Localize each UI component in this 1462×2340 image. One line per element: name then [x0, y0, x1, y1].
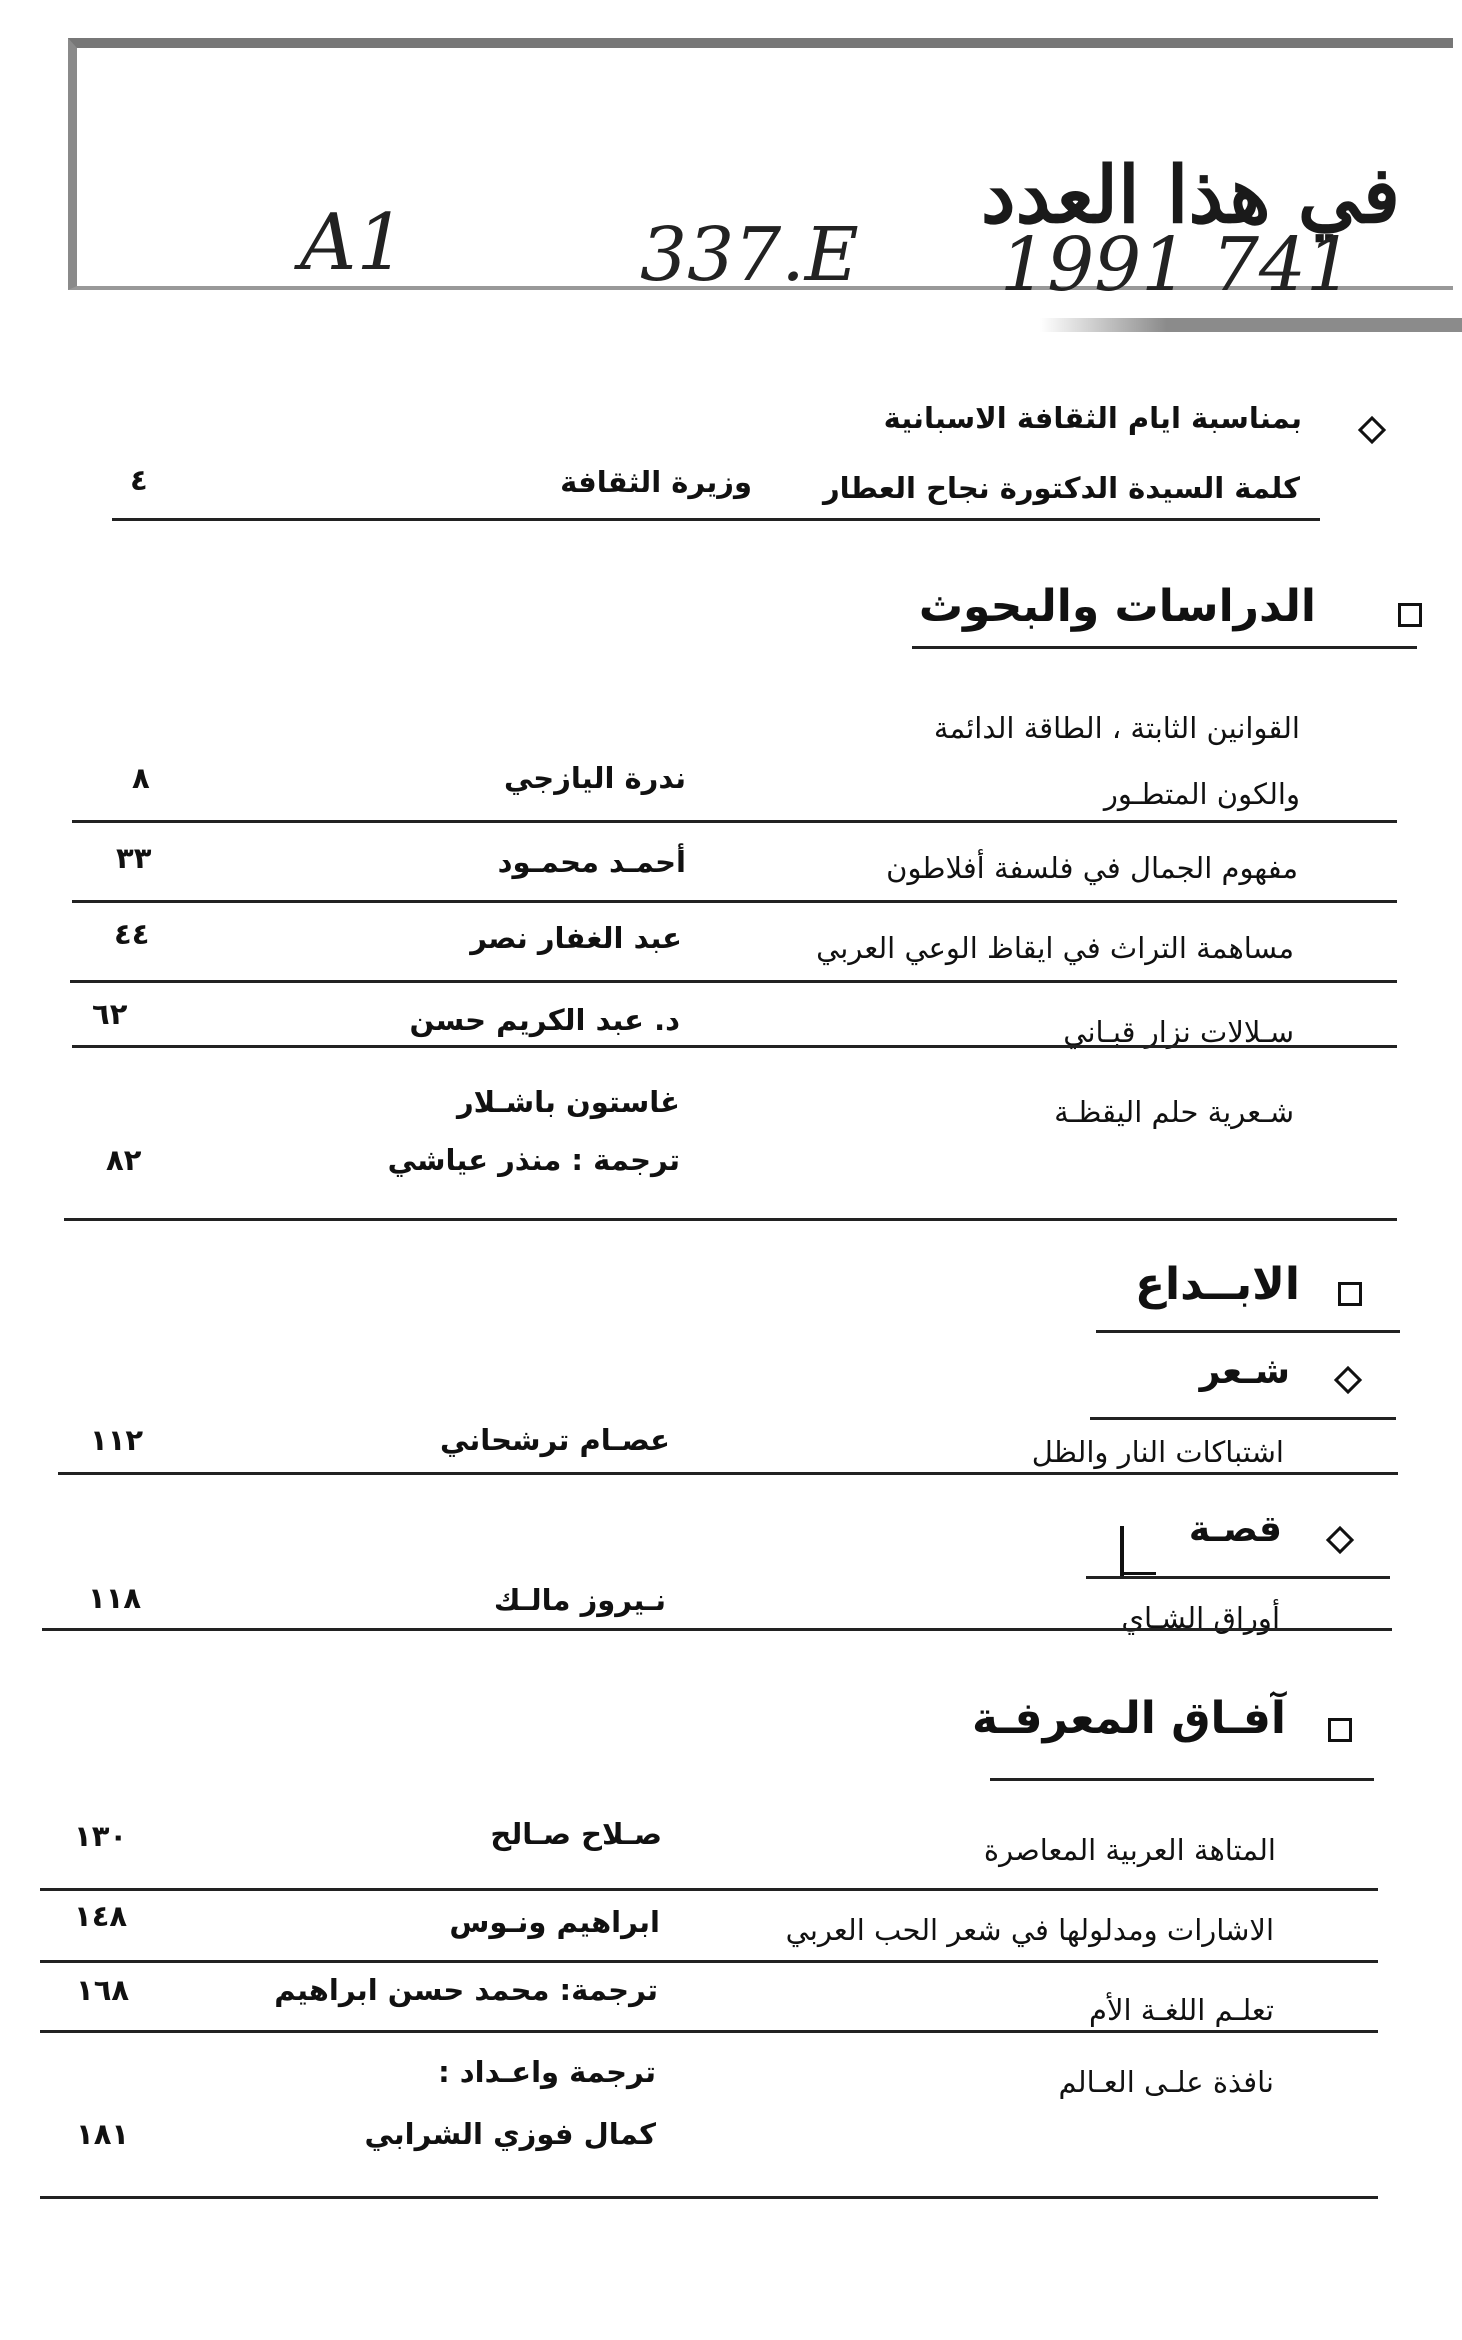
entry-page-number: ٨ — [132, 761, 150, 795]
entry-author: كمال فوزي الشرابي — [364, 2117, 656, 2151]
divider — [42, 1628, 1392, 1631]
entry-author: ترجمة: محمد حسن ابراهيم — [274, 1973, 658, 2007]
intro-page-number: ٤ — [130, 463, 148, 497]
entry-title: سـلالات نزار قبـاني — [1063, 1015, 1294, 1049]
subsection-underline — [1086, 1576, 1390, 1579]
entry-page-number: ١٣٠ — [74, 1819, 128, 1853]
entry-page-number: ٦٢ — [92, 997, 128, 1031]
diamond-bullet-icon — [1358, 416, 1386, 444]
entry-page-number: ١٦٨ — [76, 1973, 130, 2007]
header-shadow — [1040, 318, 1462, 332]
entry-page-number: ١٨١ — [76, 2117, 130, 2151]
entry-author: عصـام ترشحاني — [439, 1423, 670, 1457]
entry-title: نافذة علـى العـالم — [1058, 2065, 1274, 2099]
divider — [72, 820, 1397, 823]
entry-title: والكون المتطـور — [1103, 777, 1300, 811]
entry-title: القوانين الثابتة ، الطاقة الدائمة — [933, 711, 1300, 745]
section-underline — [990, 1778, 1374, 1781]
entry-page-number: ١٤٨ — [74, 1899, 128, 1933]
section-title-studies: الدراسات والبحوث — [918, 581, 1316, 632]
entry-title: اشتباكات النار والظل — [1031, 1435, 1284, 1469]
entry-author: أحمـد محمـود — [497, 845, 686, 879]
divider — [40, 2030, 1378, 2033]
square-bullet-icon — [1328, 1718, 1352, 1742]
entry-title: تعلـم اللغـة الأم — [1089, 1993, 1274, 2027]
subsection-title-story: قصـة — [1188, 1509, 1282, 1550]
entry-translator: ترجمة : منذر عياشي — [387, 1143, 680, 1177]
handwritten-code-a1: A1 — [300, 198, 406, 288]
divider — [70, 980, 1397, 983]
divider — [40, 2196, 1378, 2199]
entry-title: مفهوم الجمال في فلسفة أفلاطون — [886, 851, 1298, 885]
entry-page-number: ٨٢ — [106, 1143, 142, 1177]
section-title-creativity: الابــداع — [1135, 1259, 1300, 1310]
divider — [40, 1960, 1378, 1963]
divider — [58, 1472, 1398, 1475]
entry-page-number: ١١٨ — [88, 1581, 142, 1615]
intro-line1: بمناسبة ايام الثقافة الاسبانية — [883, 401, 1302, 435]
entry-title: مساهمة التراث في ايقاظ الوعي العربي — [816, 931, 1294, 965]
handwritten-code-337: 337.E — [640, 212, 859, 298]
subsection-underline — [1090, 1417, 1396, 1420]
section-underline — [912, 646, 1417, 649]
handwritten-code-1991: 1991 741 — [1000, 222, 1354, 308]
divider — [112, 518, 1320, 521]
intro-line2-role: وزيرة الثقافة — [560, 465, 752, 499]
entry-author: د. عبد الكريم حسن — [409, 1003, 680, 1037]
subsection-title-poetry: شـعر — [1199, 1351, 1290, 1392]
entry-title: الاشارات ومدلولها في شعر الحب العربي — [785, 1913, 1274, 1947]
divider — [64, 1218, 1397, 1221]
entry-author: نـيروز مالـك — [493, 1583, 666, 1617]
divider — [40, 1888, 1378, 1891]
entry-page-number: ١١٢ — [90, 1423, 144, 1457]
section-underline — [1096, 1330, 1400, 1333]
entry-page-number: ٣٣ — [116, 841, 152, 875]
square-bullet-icon — [1398, 603, 1422, 627]
entry-author: غاستون باشـلار — [456, 1085, 680, 1119]
intro-line2: كلمة السيدة الدكتورة نجاح العطار — [822, 471, 1300, 505]
entry-author: صـلاح صـالح — [490, 1817, 662, 1851]
section-title-knowledge: آفـاق المعرفـة — [972, 1693, 1286, 1744]
entry-author: ابراهيم ونـوس — [449, 1905, 660, 1939]
entry-author: عبد الغفار نصر — [470, 921, 682, 955]
pen-mark — [1120, 1572, 1156, 1575]
entry-title: شـعرية حلم اليقظـة — [1054, 1095, 1294, 1129]
page-title: في هذا العدد — [980, 150, 1400, 241]
square-bullet-icon — [1338, 1282, 1362, 1306]
divider — [72, 1045, 1397, 1048]
divider — [72, 900, 1397, 903]
entry-translator: ترجمة واعـداد : — [438, 2055, 656, 2089]
entry-page-number: ٤٤ — [114, 917, 150, 951]
diamond-bullet-icon — [1326, 1526, 1354, 1554]
entry-title: المتاهة العربية المعاصرة — [983, 1833, 1276, 1867]
pen-mark — [1120, 1526, 1124, 1576]
diamond-bullet-icon — [1334, 1366, 1362, 1394]
entry-author: ندرة اليازجي — [503, 761, 686, 795]
entry-title: أوراق الشـاي — [1121, 1601, 1280, 1635]
